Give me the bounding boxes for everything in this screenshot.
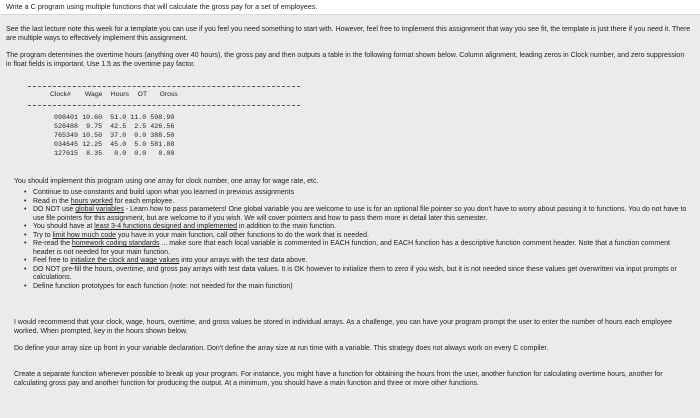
header-wage: Wage <box>84 91 103 98</box>
table-cell: 526488 <box>53 123 79 131</box>
requirement-item <box>24 198 688 207</box>
table-cell: 37.0 <box>110 132 127 140</box>
table-cell: 12.25 <box>82 141 103 149</box>
requirement-emphasis: global variables <box>75 206 124 214</box>
requirement-text: Feel free to <box>33 257 71 265</box>
table-cell: 10.50 <box>82 132 103 140</box>
separate-function-paragraph: Create a separate function whenever possible to break up your program. For instance, you might have a function for obtaining the hours from the user, another function for calculating overtime hours, another for calculating gross pay and another function for producing the output. At a minimum, you should have a main function and three or more other functions. <box>14 371 663 387</box>
requirement-item <box>24 257 688 266</box>
table-cell: 8.35 <box>86 150 103 158</box>
table-cell: 0.0 <box>134 150 147 158</box>
requirement-item <box>24 240 688 257</box>
table-row <box>50 132 174 141</box>
table-cell: 581.88 <box>150 141 175 149</box>
requirement-item <box>24 206 688 223</box>
header-gross: Gross <box>159 91 178 98</box>
requirement-item <box>24 223 688 232</box>
table-cell: 098401 <box>53 114 79 122</box>
table-cell: 0.0 <box>134 132 147 140</box>
implement-lead: You should implement this program using one array for clock number, one array for wage rate, etc. <box>14 178 319 185</box>
table-cell: 034645 <box>53 141 79 149</box>
requirement-text: in addition to the main function. <box>237 223 336 231</box>
table-cell: 388.50 <box>150 132 175 140</box>
table-row <box>50 150 174 159</box>
table-cell: 426.56 <box>150 123 175 131</box>
requirement-emphasis: initialize the clock and wage values <box>70 257 180 265</box>
recommend-paragraph: I would recommend that your clock, wage, hours, overtime, and gross values be stored in individual arrays. As a challenge, you can have your program prompt the user to enter the number of hours each employee worked. When prompted, key in the hours shown below. <box>14 319 672 335</box>
requirement-emphasis: least 3-4 functions designed and implemented <box>94 223 238 231</box>
header-ot: OT <box>137 91 148 98</box>
table-row <box>50 141 174 150</box>
table-top-divider <box>28 86 300 87</box>
table-cell: 9.75 <box>86 123 103 131</box>
header-clock: Clock# <box>50 91 71 98</box>
requirement-text: into your arrays with the test data above. <box>179 257 308 265</box>
requirement-text: ... make sure that each local variable is commented in EACH function, and EACH function has a descriptive function comment header. Note that a function comment header is not needed for your main function. <box>33 240 670 256</box>
requirements-list <box>24 189 688 291</box>
header-hours: Hours <box>110 91 129 98</box>
requirement-text: DO NOT use <box>33 206 76 214</box>
assignment-title: Write a C program using multiple functions that will calculate the gross pay for a set of employees. <box>6 2 318 11</box>
table-cell: 0.0 <box>114 150 127 158</box>
table-row <box>50 114 174 123</box>
array-size-paragraph: Do define your array size up front in your variable declaration. Don't define the array size at run time with a variable. This strategy does not always work on every C compiler. <box>14 345 549 352</box>
requirement-text: you have in your main function, call other functions to do the work that is needed. <box>116 231 369 239</box>
requirement-text: for each employee. <box>112 197 175 205</box>
table-header-divider <box>28 105 300 106</box>
table-header <box>50 91 178 99</box>
table-cell: 45.0 <box>110 141 127 149</box>
table-cell: 127615 <box>53 150 79 158</box>
requirement-text: You should have at <box>33 223 95 231</box>
requirement-text: Re-read the <box>33 240 72 248</box>
requirement-item <box>24 189 688 198</box>
requirement-item <box>24 266 688 283</box>
intro-paragraph: See the last lecture note this week for a template you can use if you feel you need something to start with. However, feel free to implement this assignment that way you see fit, the template is just there if you need it. There are multiple ways to effectively implement this assignment. <box>6 26 691 42</box>
table-cell: 598.90 <box>150 114 175 122</box>
requirement-text: Try to <box>33 231 53 239</box>
requirement-emphasis: limit how much code <box>52 231 116 239</box>
table-cell: 11.0 <box>130 114 147 122</box>
table-cell: 10.60 <box>82 114 103 122</box>
assignment-title-bar <box>0 0 700 15</box>
requirement-text: Define function prototypes for each function (note: not needed for the main function) <box>33 282 293 290</box>
table-row <box>50 123 174 132</box>
table-cell: 51.0 <box>110 114 127 122</box>
requirement-text: DO NOT pre-fill the hours, overtime, and gross pay arrays with test data values. It is OK however to initialize them to zero if you wish, but it is not needed since these values get overwritten via input prompts or calculations. <box>33 265 677 282</box>
table-cell: 0.00 <box>158 150 175 158</box>
description-paragraph: The program determines the overtime hours (anything over 40 hours), the gross pay and then outputs a table in the following format shown below. Column alignment, leading zeros in Clock number, and zero suppression in float fields is important. Use 1.5 as the overtime pay factor. <box>6 52 685 68</box>
table-cell: 5.0 <box>134 141 147 149</box>
requirement-item <box>24 283 688 292</box>
table-cell: 2.5 <box>134 123 147 131</box>
requirement-text: Read in the <box>33 197 71 205</box>
requirement-emphasis: homework coding standards <box>71 240 160 248</box>
table-cell: 42.5 <box>110 123 127 131</box>
requirement-text: - Learn how to pass parameters! One global variable you are welcome to use is for an optional file pointer so you don't have to worry about passing it to functions. You do not have to use file pointers for this assignment, but are welcome to if you wish. We will cover pointers and how to pass them more in detail later this semester. <box>33 206 687 222</box>
table-cell: 765349 <box>53 132 79 140</box>
requirement-text: Continue to use constants and build upon what you learned in previous assignments <box>33 189 295 196</box>
table-rows <box>50 114 174 159</box>
sample-output-table <box>28 86 300 173</box>
requirement-emphasis: hours worked <box>70 197 113 205</box>
requirement-item <box>24 232 688 241</box>
